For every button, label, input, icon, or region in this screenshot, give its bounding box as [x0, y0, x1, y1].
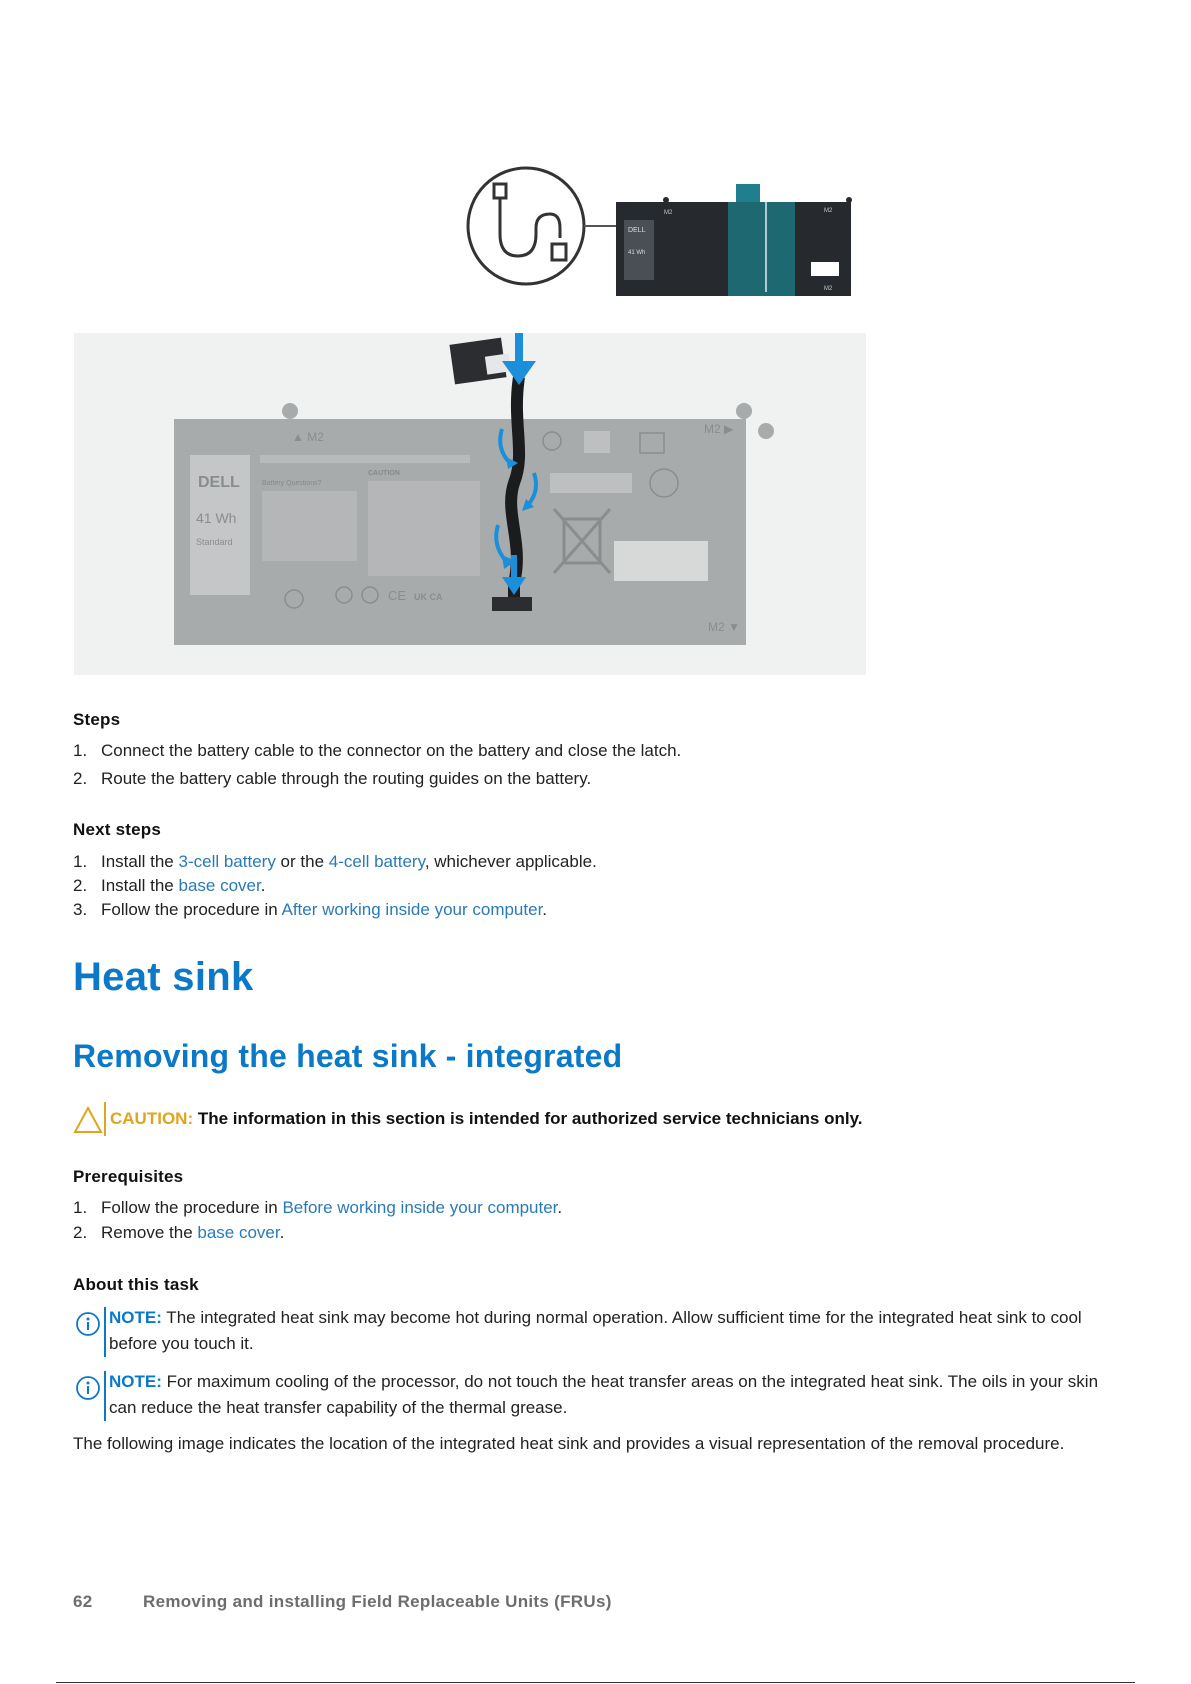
note-body: For maximum cooling of the processor, do not touch the heat transfer areas on the integrated heat sink. The oils in your skin can reduce the heat transfer capability of the thermal grease. [109, 1372, 1099, 1417]
battery-barcode-label [614, 541, 708, 581]
cable-icon-plug-left [494, 184, 506, 198]
list-item [73, 1222, 1073, 1244]
caution-bar [104, 1102, 106, 1136]
m2-label-left: ▲ M2 [292, 430, 324, 444]
step-number: 3. [73, 900, 88, 919]
note-body: The integrated heat sink may become hot during normal operation. Allow sufficient time for the integrated heat sink to cool before you touch it. [109, 1308, 1082, 1353]
battery-highlight-area [728, 202, 795, 296]
m2-label-right: M2 ▶ [704, 422, 734, 436]
battery-questions: Battery Questions? [262, 480, 322, 487]
step-number: 2. [73, 769, 88, 788]
ce-mark: CE [388, 588, 407, 603]
battery-connector [736, 184, 760, 202]
thumb-barcode [811, 262, 839, 276]
cable-icon-plug-right [552, 244, 566, 260]
steps-list [73, 740, 1073, 790]
caution-callout [73, 1100, 1113, 1140]
step-text-post: . [260, 876, 266, 895]
step-number: 1. [73, 741, 88, 760]
thumb-capacity: 41 Wh [628, 250, 646, 256]
steps-heading: Steps [73, 710, 121, 729]
about-task-heading: About this task [73, 1275, 199, 1294]
thumb-m2-1: M2 [664, 210, 673, 216]
step-number: 2. [73, 876, 88, 895]
thumb-screw-hole [846, 197, 852, 203]
step-text-pre: Follow the procedure in [101, 900, 282, 919]
4-cell-battery-link[interactable]: 4-cell battery [328, 852, 425, 871]
cable-icon [468, 168, 584, 284]
thumb-m2-3: M2 [824, 286, 833, 292]
note-bar [104, 1307, 106, 1357]
battery-warning-strip [260, 455, 470, 463]
base-cover-link[interactable]: base cover [197, 1223, 280, 1242]
after-working-inside-link[interactable]: After working inside your computer [281, 900, 543, 919]
step-text-pre: Install the [101, 876, 179, 895]
battery-connector-port [492, 597, 532, 611]
footer-rule [56, 1682, 1135, 1683]
battery-text-block-1 [262, 491, 357, 561]
battery-mount-right [736, 403, 752, 419]
step-text: Route the battery cable through the routing guides on the battery. [101, 769, 592, 788]
info-icon [75, 1311, 101, 1337]
list-item [73, 899, 1073, 921]
battery-mount-left [282, 403, 298, 419]
step-number: 1. [73, 852, 88, 871]
battery-caution: CAUTION [368, 470, 400, 477]
list-item [73, 1197, 1073, 1219]
about-paragraph: The following image indicates the location of the integrated heat sink and provides a visual representation of the removal procedure. [73, 1434, 1065, 1453]
caution-label: CAUTION: [110, 1109, 194, 1128]
battery-cable-routing-svg [74, 333, 866, 675]
step-text-post: . [557, 1198, 563, 1217]
step-text-post: . [279, 1223, 285, 1242]
step-text-pre: Remove the [101, 1223, 198, 1242]
battery-mount-right-2 [758, 423, 774, 439]
step-text-mid: or the [275, 852, 329, 871]
prerequisites-list [73, 1197, 1073, 1244]
battery-cable-routing-figure [74, 333, 866, 675]
base-cover-link[interactable]: base cover [178, 876, 261, 895]
step-number: 1. [73, 1198, 88, 1217]
thumb-m2-2: M2 [824, 208, 833, 214]
note-text [109, 1305, 1114, 1357]
note-callout [73, 1369, 1118, 1425]
list-item [73, 875, 1073, 897]
battery-capacity: 41 Wh [196, 510, 237, 526]
footer-section-title: Removing and installing Field Replaceable Units (FRUs) [143, 1592, 612, 1611]
before-working-inside-link[interactable]: Before working inside your computer [282, 1198, 558, 1217]
note-label: NOTE: [109, 1372, 162, 1391]
next-steps-heading: Next steps [73, 820, 161, 839]
ukca-mark: UK CA [414, 592, 443, 602]
step-number: 2. [73, 1223, 88, 1242]
step-text-pre: Follow the procedure in [101, 1198, 283, 1217]
note-bar [104, 1371, 106, 1421]
battery-symbol-row [550, 473, 632, 493]
next-steps-list [73, 851, 1073, 921]
info-icon [75, 1375, 101, 1401]
caution-text [110, 1109, 863, 1129]
list-item [73, 851, 1073, 873]
caution-body: The information in this section is intended for authorized service technicians only. [193, 1109, 863, 1128]
battery-text-block-2 [368, 481, 480, 576]
prerequisites-heading: Prerequisites [73, 1167, 184, 1186]
qr-code-small [584, 431, 610, 453]
page-title: Heat sink [73, 955, 254, 999]
list-item [73, 768, 1073, 790]
step-text-pre: Install the [101, 852, 179, 871]
page-number: 62 [73, 1592, 93, 1611]
note-label: NOTE: [109, 1308, 162, 1327]
battery-cable-overview-figure [466, 162, 856, 302]
thumb-brand: DELL [628, 227, 646, 234]
list-item [73, 740, 1073, 762]
step-text-post: , whichever applicable. [424, 852, 597, 871]
note-callout [73, 1305, 1118, 1361]
battery-standard: Standard [196, 537, 233, 547]
3-cell-battery-link[interactable]: 3-cell battery [178, 852, 276, 871]
battery-brand: DELL [198, 474, 240, 491]
battery-cable-overview-svg [466, 162, 856, 302]
thumb-screw-hole [663, 197, 669, 203]
section-title: Removing the heat sink - integrated [73, 1038, 623, 1074]
m2-label-bottom: M2 ▼ [708, 620, 740, 634]
step-text-post: . [542, 900, 548, 919]
caution-icon [73, 1106, 103, 1134]
note-text [109, 1369, 1114, 1421]
step-text: Connect the battery cable to the connector on the battery and close the latch. [101, 741, 682, 760]
